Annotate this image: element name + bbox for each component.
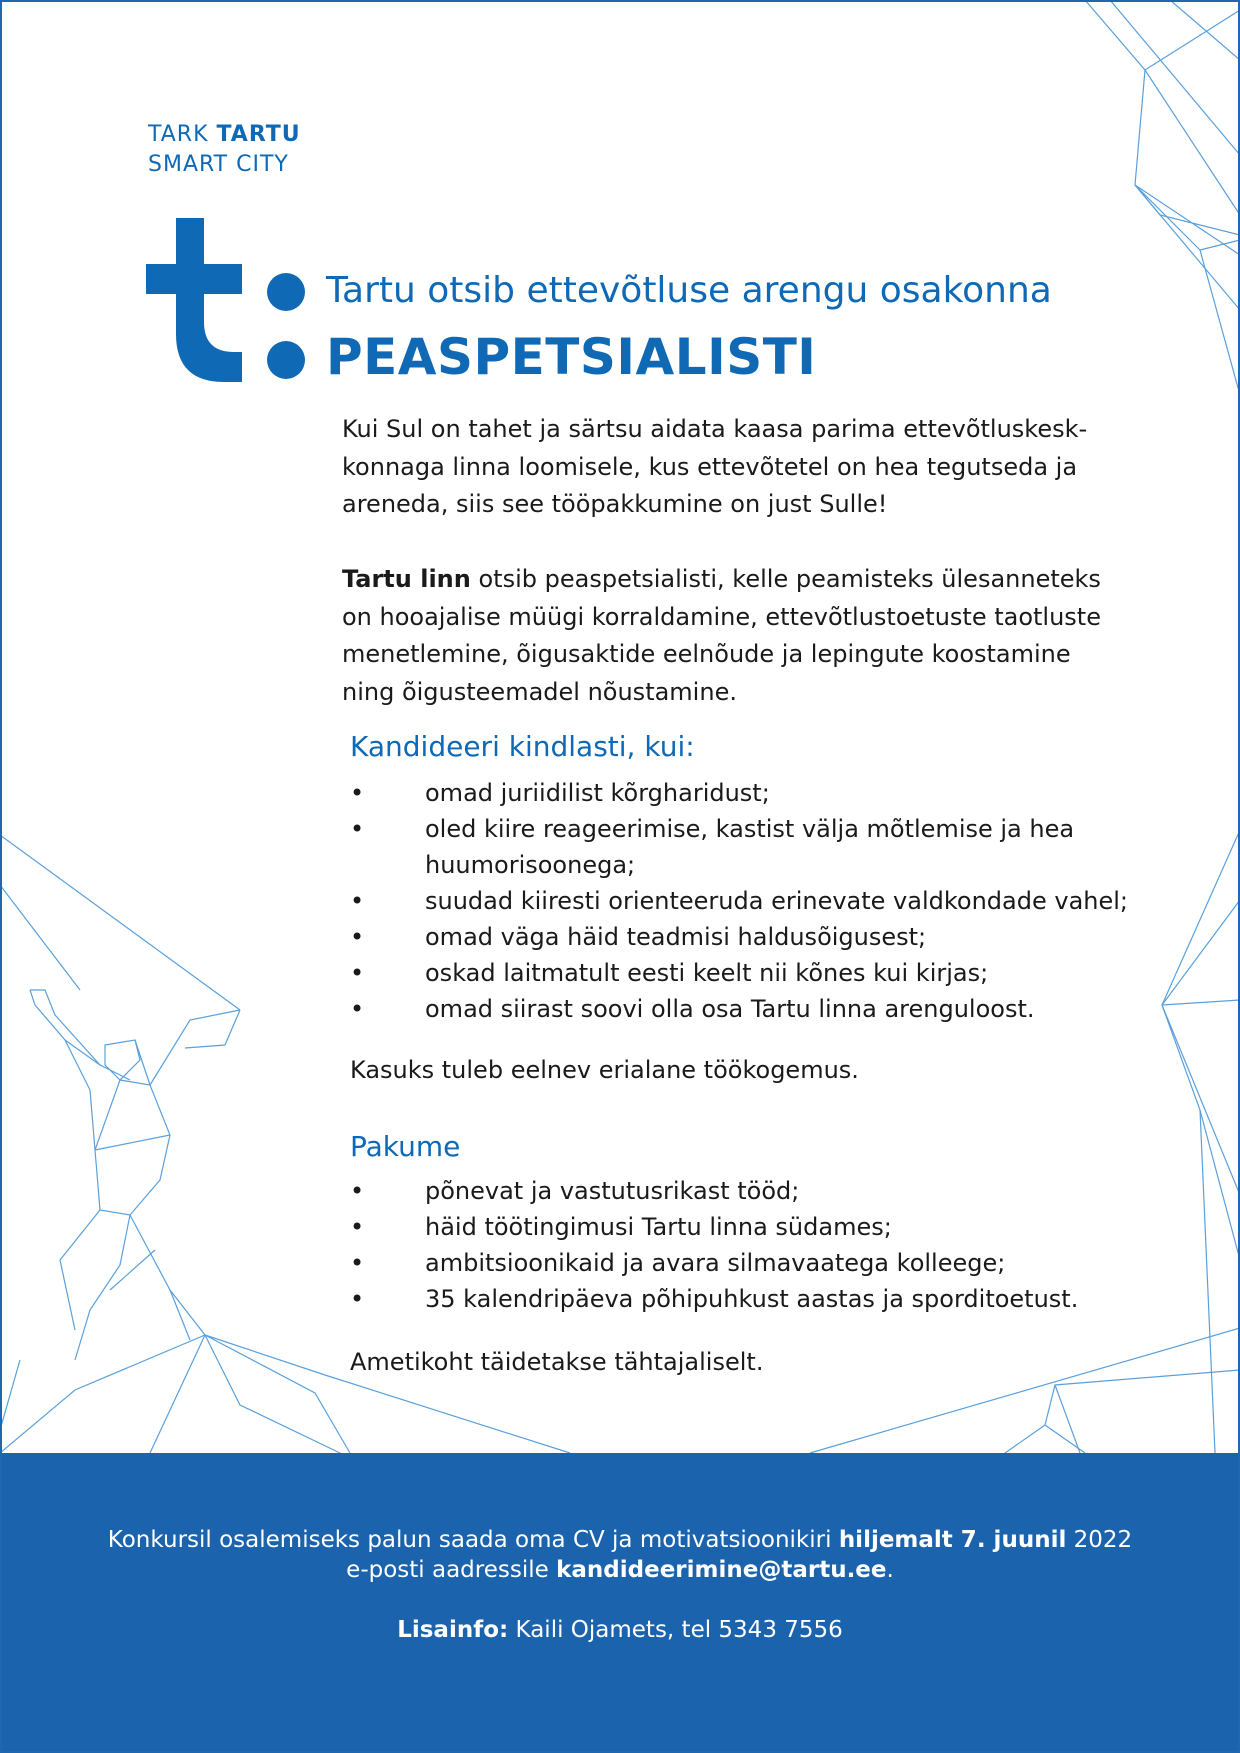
list-item: • suudad kiiresti orienteeruda erinevate valdkondade vahel; (350, 883, 1240, 919)
intro-line: Kui Sul on tahet ja särtsu aidata kaasa parima ettevõtluskesk- (342, 415, 1088, 443)
description-line: otsib peaspetsialisti, kelle peamisteks ülesanneteks (470, 565, 1101, 593)
list-item: • oled kiire reageerimise, kastist välja mõtlemise ja hea huumorisoonega; (350, 811, 1240, 883)
brand-smart-city: SMART CITY (148, 152, 289, 177)
deadline: hiljemalt 7. juunil (838, 1527, 1067, 1553)
contact-info: Lisainfo: Kaili Ojamets, tel 5343 7556 (397, 1617, 843, 1643)
employer-name: Tartu linn (342, 565, 471, 593)
tartu-logo-icon (146, 218, 306, 382)
list-item: • oskad laitmatult eesti keelt nii kõnes kui kirjas; (350, 955, 1240, 991)
list-item: • häid töötingimusi Tartu linna südames; (350, 1209, 1240, 1245)
info-label: Lisainfo: (397, 1617, 509, 1643)
offer-list (350, 1173, 1240, 1317)
application-line: Konkursil osalemiseks palun saada oma CV ja motivatsioonikiri hiljemalt 7. juunil 2022 (107, 1527, 1133, 1553)
list-item: • omad juriidilist kõrgharidust; (350, 775, 1240, 811)
email-link[interactable]: kandideerimine@tartu.ee (556, 1557, 887, 1583)
bullet-icon: • (350, 779, 365, 807)
email-line: e-posti aadressile kandideerimine@tartu.ee. (346, 1557, 894, 1583)
bullet-icon: • (350, 1213, 365, 1241)
list-item: • omad väga häid teadmisi haldusõigusest; (350, 919, 1240, 955)
bullet-icon: • (350, 887, 365, 915)
intro-line: areneda, siis see tööpakkumine on just Sulle! (342, 490, 888, 518)
brand-wordmark (148, 120, 368, 180)
offer-heading: Pakume (350, 1130, 461, 1163)
description-line: menetlemine, õigusaktide eelnõude ja lepingute koostamine (342, 640, 1071, 668)
brand-tark: TARK (148, 122, 209, 147)
bullet-icon: • (350, 1249, 365, 1277)
list-item: • omad siirast soovi olla osa Tartu linna arenguloost. (350, 991, 1240, 1027)
bullet-icon: • (350, 815, 365, 843)
intro-line: konnaga linna loomisele, kus ettevõtetel on hea tegutseda ja (342, 452, 1078, 481)
contact-footer (0, 1453, 1240, 1753)
bullet-icon: • (350, 923, 365, 951)
intro-paragraph (342, 411, 1202, 524)
bullet-icon: • (350, 959, 365, 987)
description-paragraph (342, 561, 1202, 711)
bullet-icon: • (350, 1177, 365, 1205)
description-line: on hooajalise müügi korraldamine, ettevõtlustoetuste taotluste (342, 602, 1101, 631)
experience-note: Kasuks tuleb eelnev erialane töökogemus. (350, 1056, 859, 1084)
list-item: • ambitsioonikaid ja avara silmavaatega kolleege; (350, 1245, 1240, 1281)
list-item: • 35 kalendripäeva põhipuhkust aastas ja sporditoetust. (350, 1281, 1240, 1317)
list-item: • põnevat ja vastutusrikast tööd; (350, 1173, 1240, 1209)
brand-tartu: TARTU (216, 122, 301, 147)
job-subtitle: Tartu otsib ettevõtluse arengu osakonna (326, 270, 1052, 311)
description-line: ning õigusteemadel nõustamine. (342, 677, 737, 706)
bullet-icon: • (350, 1285, 365, 1313)
job-title: PEASPETSIALISTI (326, 328, 817, 386)
bullet-icon: • (350, 995, 365, 1023)
term-note: Ametikoht täidetakse tähtajaliselt. (350, 1348, 764, 1376)
requirements-list (350, 775, 1240, 1027)
requirements-heading: Kandideeri kindlasti, kui: (350, 730, 695, 763)
